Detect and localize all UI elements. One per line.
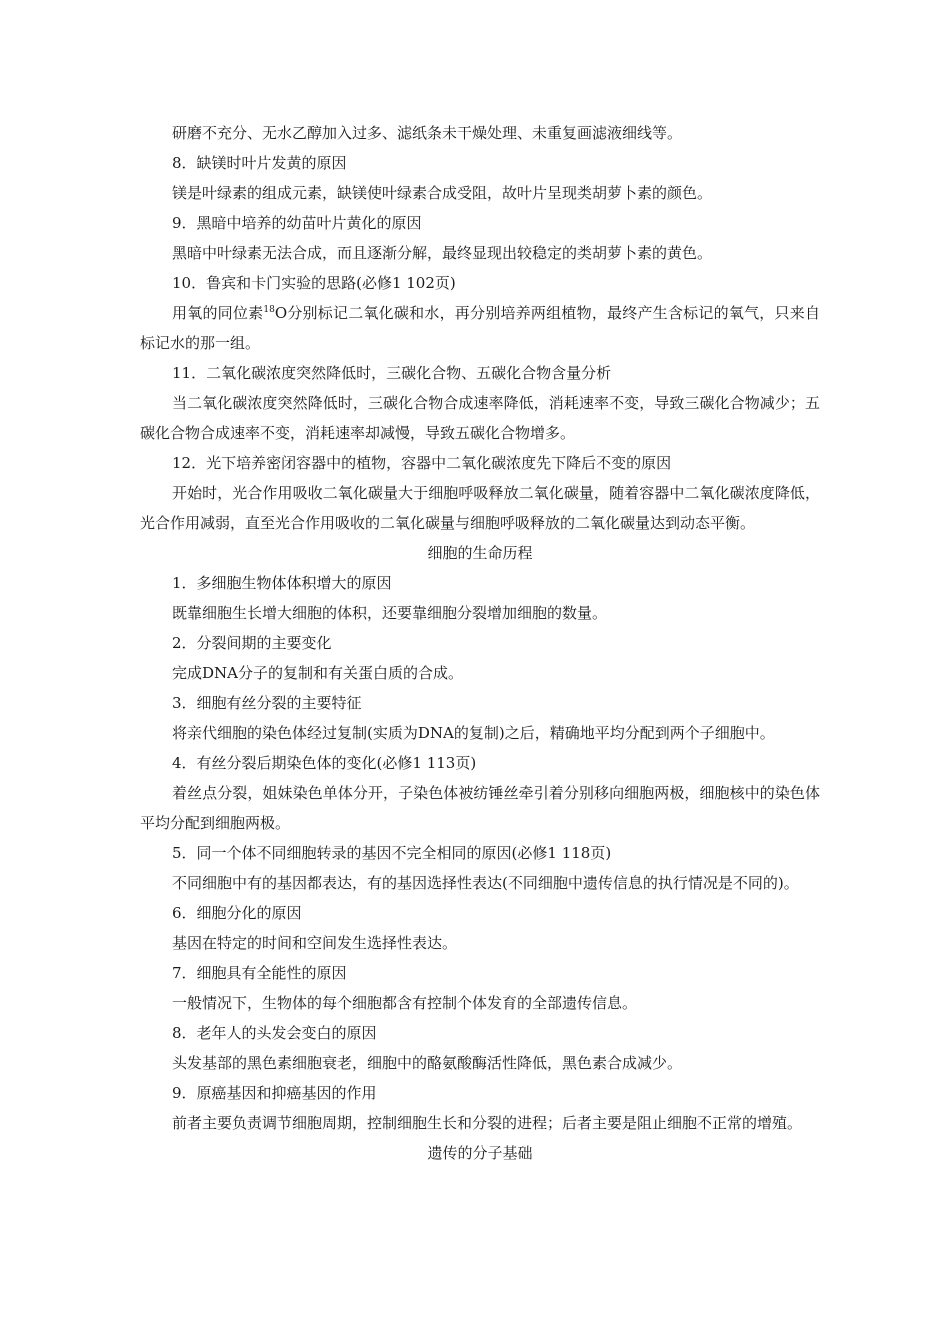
paragraph: 前者主要负责调节细胞周期，控制细胞生长和分裂的进程；后者主要是阻止细胞不正常的增殖。 <box>172 1114 803 1132</box>
paragraph: 2．分裂间期的主要变化 <box>172 634 332 652</box>
paragraph-text: O分别标记二氧化碳和水，再分别培养两组植物，最终产生含标记的氧气，只来自标记水的那一组。 <box>140 304 820 352</box>
paragraph: 1．多细胞生物体体积增大的原因 <box>172 574 392 592</box>
paragraph: 既靠细胞生长增大细胞的体积，还要靠细胞分裂增加细胞的数量。 <box>172 604 608 622</box>
paragraph: 研磨不充分、无水乙醇加入过多、滤纸条未干燥处理、未重复画滤液细线等。 <box>172 124 683 142</box>
paragraph: 不同细胞中有的基因都表达，有的基因选择性表达(不同细胞中遗传信息的执行情况是不同的)。 <box>172 874 799 892</box>
paragraph: 7．细胞具有全能性的原因 <box>172 964 347 982</box>
paragraph: 黑暗中叶绿素无法合成，而且逐渐分解，最终显现出较稳定的类胡萝卜素的黄色。 <box>172 244 713 262</box>
paragraph <box>140 298 820 358</box>
section-heading: 细胞的生命历程 <box>427 544 533 562</box>
paragraph: 4．有丝分裂后期染色体的变化(必修1 113页) <box>172 754 477 772</box>
paragraph: 基因在特定的时间和空间发生选择性表达。 <box>172 934 458 952</box>
paragraph: 5．同一个体不同细胞转录的基因不完全相同的原因(必修1 118页) <box>172 844 612 862</box>
paragraph: 8．老年人的头发会变白的原因 <box>172 1024 377 1042</box>
paragraph: 6．细胞分化的原因 <box>172 904 302 922</box>
paragraph: 着丝点分裂，姐妹染色单体分开，子染色体被纺锤丝牵引着分别移向细胞两极，细胞核中的染色体平均分配到细胞两极。 <box>140 784 820 832</box>
paragraph: 头发基部的黑色素细胞衰老，细胞中的酪氨酸酶活性降低，黑色素合成减少。 <box>172 1054 683 1072</box>
paragraph: 9．黑暗中培养的幼苗叶片黄化的原因 <box>172 214 422 232</box>
paragraph: 10．鲁宾和卡门实验的思路(必修1 102页) <box>172 274 456 292</box>
paragraph: 当二氧化碳浓度突然降低时，三碳化合物合成速率降低，消耗速率不变，导致三碳化合物减少；五碳化合物合成速率不变，消耗速率却减慢，导致五碳化合物增多。 <box>140 394 820 442</box>
paragraph: 8．缺镁时叶片发黄的原因 <box>172 154 347 172</box>
paragraph: 9．原癌基因和抑癌基因的作用 <box>172 1084 377 1102</box>
paragraph: 3．细胞有丝分裂的主要特征 <box>172 694 362 712</box>
paragraph-text: 用氧的同位素 <box>172 304 264 322</box>
paragraph: 完成DNA分子的复制和有关蛋白质的合成。 <box>172 664 463 682</box>
paragraph: 将亲代细胞的染色体经过复制(实质为DNA的复制)之后，精确地平均分配到两个子细胞中。 <box>172 724 775 742</box>
paragraph: 11．二氧化碳浓度突然降低时，三碳化合物、五碳化合物含量分析 <box>172 364 612 382</box>
paragraph: 镁是叶绿素的组成元素，缺镁使叶绿素合成受阻，故叶片呈现类胡萝卜素的颜色。 <box>172 184 713 202</box>
paragraph: 一般情况下，生物体的每个细胞都含有控制个体发育的全部遗传信息。 <box>172 994 638 1012</box>
section-heading: 遗传的分子基础 <box>427 1144 533 1162</box>
paragraph: 12．光下培养密闭容器中的植物，容器中二氧化碳浓度先下降后不变的原因 <box>172 454 672 472</box>
paragraph: 开始时，光合作用吸收二氧化碳量大于细胞呼吸释放二氧化碳量，随着容器中二氧化碳浓度降低，光合作用减弱，直至光合作用吸收的二氧化碳量与细胞呼吸释放的二氧化碳量达到动态平衡。 <box>140 484 820 532</box>
isotope-mass-number: 18 <box>263 305 275 315</box>
document-body <box>140 118 820 1168</box>
